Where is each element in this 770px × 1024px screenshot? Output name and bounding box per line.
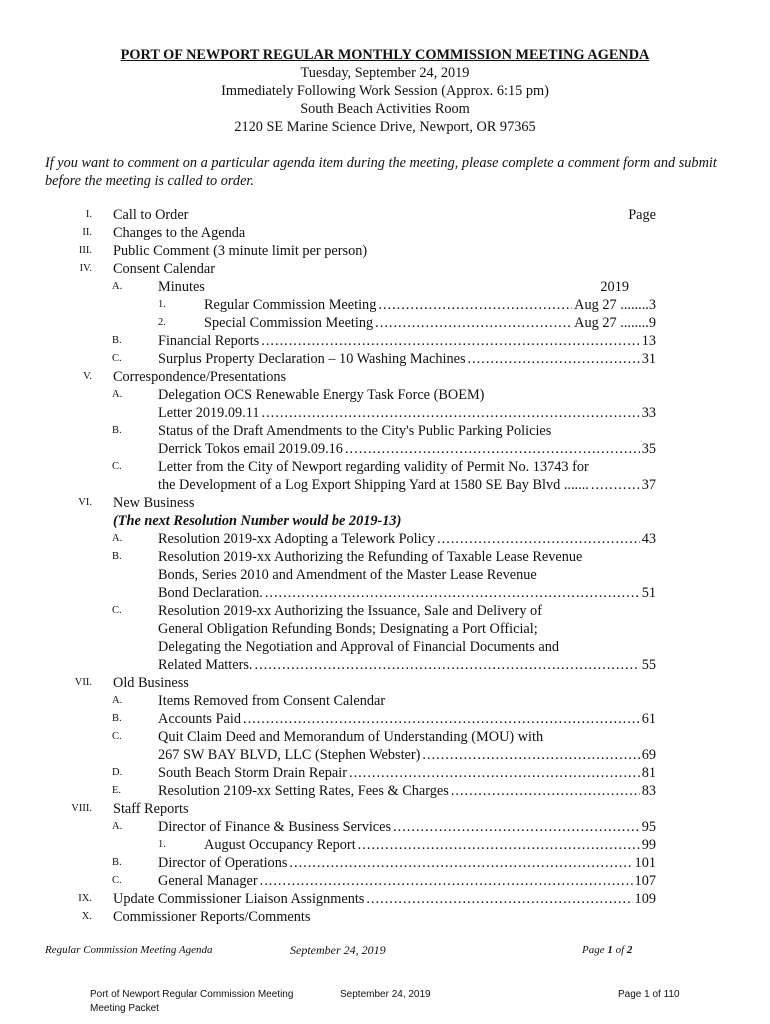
agenda-subitem-rates-fees xyxy=(0,782,770,800)
item-label: Staff Reports xyxy=(113,801,189,817)
leader-dots xyxy=(349,764,640,782)
meeting-address: 2120 SE Marine Science Drive, Newport, OR 97365 xyxy=(234,119,536,135)
agenda-subitem-parking-policies xyxy=(0,422,770,440)
item-label: Correspondence/Presentations xyxy=(113,369,287,385)
leader-dots xyxy=(260,872,633,890)
item-number: III. xyxy=(78,245,92,256)
packet-title-line1: Port of Newport Regular Commission Meeting xyxy=(90,989,294,1000)
packet-footer-date: September 24, 2019 xyxy=(340,989,431,1000)
item-label: Call to Order xyxy=(113,207,189,223)
entry-label: South Beach Storm Drain Repair xyxy=(158,765,348,781)
page-number: 37 xyxy=(641,477,656,493)
agenda-subitem-permit-letter xyxy=(0,458,770,476)
subitem-label: Items Removed from Consent Calendar xyxy=(158,693,386,709)
subitem-letter: E. xyxy=(112,785,122,796)
agenda-subitem-storm-drain xyxy=(0,764,770,782)
leader-dots xyxy=(375,314,572,332)
meeting-date: Tuesday, September 24, 2019 xyxy=(300,65,470,81)
page-number: 109 xyxy=(634,891,656,907)
page-number: 95 xyxy=(641,819,656,835)
toc-entry xyxy=(158,710,656,728)
agenda-subitem-quit-claim-cont xyxy=(0,746,770,764)
page-number: 3 xyxy=(648,297,656,313)
agenda-subitem-telework xyxy=(0,530,770,548)
page-number: 55 xyxy=(641,657,656,673)
entry-label: Accounts Paid xyxy=(158,711,241,727)
toc-entry: Regular Commission Meeting ..... Aug 27 ........3 xyxy=(204,296,656,314)
agenda-subitem-financial-reports xyxy=(0,332,770,350)
entry-label: the Development of a Log Export Shipping Yard at 1580 SE Bay Blvd ....... xyxy=(158,477,589,493)
toc-entry xyxy=(158,350,656,368)
toc-entry xyxy=(158,404,656,422)
entry-label: Director of Operations xyxy=(158,855,288,871)
entry-label: Bond Declaration. xyxy=(158,585,263,601)
subitem-label: General Obligation Refunding Bonds; Designating a Port Official; xyxy=(158,621,538,637)
page-number: 43 xyxy=(641,531,656,547)
agenda-subsubitem-special-meeting xyxy=(0,314,770,332)
entry-label: Derrick Tokos email 2019.09.16 xyxy=(158,441,343,457)
agenda-title: PORT OF NEWPORT REGULAR MONTHLY COMMISSION MEETING AGENDA xyxy=(120,47,650,63)
page-number: 101 xyxy=(634,855,656,871)
subitem-letter: A. xyxy=(112,533,123,544)
page-number: 35 xyxy=(641,441,656,457)
toc-entry xyxy=(158,440,656,458)
agenda-item-commissioner-reports xyxy=(0,908,770,926)
agenda-subitem-refunding-cont2 xyxy=(0,584,770,602)
item-number: IX. xyxy=(78,893,92,904)
packet-title-line2: Meeting Packet xyxy=(90,1003,159,1014)
subitem-label: Resolution 2019-xx Authorizing the Issuance, Sale and Delivery of xyxy=(158,603,542,619)
agenda-subitem-boem-letter-cont xyxy=(0,404,770,422)
subitem-letter: C. xyxy=(112,461,122,472)
item-number: V. xyxy=(83,371,92,382)
toc-entry xyxy=(158,764,656,782)
page-number: 31 xyxy=(641,351,656,367)
toc-entry xyxy=(158,656,656,674)
footer-page-number: Page 1 of 2 xyxy=(582,944,633,956)
leader-dots xyxy=(265,584,640,602)
page-number: 9 xyxy=(648,315,656,331)
page-number: 107 xyxy=(634,873,656,889)
agenda-item-new-business xyxy=(0,494,770,512)
leader-dots xyxy=(366,890,632,908)
entry-label: Special Commission Meeting xyxy=(204,315,374,331)
subsubitem-number: 1. xyxy=(158,839,166,850)
subitem-letter: A. xyxy=(112,821,123,832)
agenda-subitem-removed-items xyxy=(0,692,770,710)
agenda-subitem-bonds xyxy=(0,602,770,620)
leader-dots xyxy=(345,440,640,458)
minutes-date: Aug 27 xyxy=(574,315,617,331)
minutes-year: 2019 xyxy=(600,279,629,295)
agenda-item-liaison-assignments xyxy=(0,890,770,908)
leader-dots xyxy=(261,332,639,350)
leader-dots xyxy=(255,656,640,674)
leader-dots xyxy=(358,836,640,854)
item-number: II. xyxy=(82,227,92,238)
agenda-subitem-bonds-cont2 xyxy=(0,638,770,656)
item-number: I. xyxy=(85,209,92,220)
subitem-letter: C. xyxy=(112,605,122,616)
entry-label: 267 SW BAY BLVD, LLC (Stephen Webster) xyxy=(158,747,421,763)
entry-label: Letter 2019.09.11 xyxy=(158,405,260,421)
subitem-letter: D. xyxy=(112,767,123,778)
toc-entry: Special Commission Meeting ..... Aug 27 ........9 xyxy=(204,314,656,332)
toc-entry xyxy=(158,476,656,494)
resolution-note: (The next Resolution Number would be 2019-13) xyxy=(113,513,402,529)
agenda-subitem-quit-claim xyxy=(0,728,770,746)
footer-date: September 24, 2019 xyxy=(290,943,386,957)
toc-entry xyxy=(158,746,656,764)
item-number: VIII. xyxy=(71,803,92,814)
packet-footer-title xyxy=(90,988,293,1016)
page-column-heading: Page xyxy=(628,207,656,223)
item-number: X. xyxy=(81,911,92,922)
page-number: 69 xyxy=(641,747,656,763)
subitem-label: Letter from the City of Newport regarding validity of Permit No. 13743 for xyxy=(158,459,589,475)
toc-entry xyxy=(204,836,656,854)
page-number: 83 xyxy=(641,783,656,799)
entry-label: Director of Finance & Business Services xyxy=(158,819,392,835)
item-label: Consent Calendar xyxy=(113,261,216,277)
agenda-subsubitem-occupancy-report xyxy=(0,836,770,854)
entry-label: Related Matters. xyxy=(158,657,253,673)
subitem-label: Minutes xyxy=(158,279,205,295)
toc-entry xyxy=(158,782,656,800)
agenda-header xyxy=(0,46,770,136)
page-number: 61 xyxy=(641,711,656,727)
entry-label: Resolution 2109-xx Setting Rates, Fees & Charges xyxy=(158,783,449,799)
agenda-subitem-parking-policies-cont xyxy=(0,440,770,458)
footer-document-name: Regular Commission Meeting Agenda xyxy=(45,944,213,956)
page-number: 13 xyxy=(641,333,656,349)
item-number: VII. xyxy=(74,677,92,688)
subitem-letter: A. xyxy=(112,695,123,706)
agenda-subitem-accounts-paid xyxy=(0,710,770,728)
leader-dots xyxy=(591,476,640,494)
minutes-date: Aug 27 xyxy=(574,297,617,313)
agenda-subitem-surplus-property xyxy=(0,350,770,368)
toc-entry xyxy=(158,584,656,602)
leader-dots xyxy=(378,296,572,314)
agenda-subitem-refunding-cont xyxy=(0,566,770,584)
subitem-label: Resolution 2019-xx Authorizing the Refunding of Taxable Lease Revenue xyxy=(158,549,583,565)
subitem-letter: B. xyxy=(112,425,122,436)
agenda-subitem-general-manager xyxy=(0,872,770,890)
subitem-label: Quit Claim Deed and Memorandum of Understanding (MOU) with xyxy=(158,729,544,745)
leader-dots xyxy=(468,350,640,368)
subitem-letter: B. xyxy=(112,551,122,562)
subitem-letter: C. xyxy=(112,875,122,886)
leader-dots xyxy=(243,710,640,728)
agenda-subitem-finance-director xyxy=(0,818,770,836)
leader-dots xyxy=(262,404,640,422)
leader-dots xyxy=(289,854,632,872)
item-number: VI. xyxy=(78,497,92,508)
agenda-subitem-refunding xyxy=(0,548,770,566)
subitem-letter: C. xyxy=(112,353,122,364)
subitem-letter: B. xyxy=(112,857,122,868)
page-number: 81 xyxy=(641,765,656,781)
entry-label: Update Commissioner Liaison Assignments xyxy=(113,891,365,907)
subitem-label: Delegation OCS Renewable Energy Task Force (BOEM) xyxy=(158,387,485,403)
agenda-item-changes xyxy=(0,224,770,242)
agenda-subitem-bonds-cont3 xyxy=(0,656,770,674)
entry-label: Financial Reports xyxy=(158,333,260,349)
entry-label: August Occupancy Report xyxy=(204,837,356,853)
agenda-subitem-bonds-cont xyxy=(0,620,770,638)
subsubitem-number: 1. xyxy=(158,299,166,310)
packet-footer-page: Page 1 of 110 xyxy=(618,989,680,1000)
agenda-item-staff-reports xyxy=(0,800,770,818)
item-label: New Business xyxy=(113,495,195,511)
entry-label: Regular Commission Meeting xyxy=(204,297,377,313)
subitem-letter: B. xyxy=(112,335,122,346)
agenda-item-public-comment xyxy=(0,242,770,260)
item-label: Old Business xyxy=(113,675,189,691)
agenda-item-consent-calendar xyxy=(0,260,770,278)
agenda-subitem-boem-letter xyxy=(0,386,770,404)
subsubitem-number: 2. xyxy=(158,317,166,328)
agenda-subitem-permit-letter-cont xyxy=(0,476,770,494)
subitem-label: Status of the Draft Amendments to the City's Public Parking Policies xyxy=(158,423,552,439)
agenda-item-old-business xyxy=(0,674,770,692)
entry-label: Resolution 2019-xx Adopting a Telework Policy xyxy=(158,531,436,547)
item-number: IV. xyxy=(79,263,92,274)
comment-instructions: If you want to comment on a particular agenda item during the meeting, please complete a comment form and submit before the meeting is called to order. xyxy=(45,155,717,189)
subitem-letter: C. xyxy=(112,731,122,742)
leader-dots xyxy=(437,530,640,548)
toc-entry xyxy=(158,818,656,836)
subitem-letter: B. xyxy=(112,713,122,724)
entry-label: Surplus Property Declaration – 10 Washing Machines xyxy=(158,351,466,367)
item-label: Changes to the Agenda xyxy=(113,225,246,241)
leader-dots xyxy=(451,782,640,800)
page-number: 99 xyxy=(641,837,656,853)
agenda-subitem-operations-director xyxy=(0,854,770,872)
page-number: 33 xyxy=(641,405,656,421)
page-number: 51 xyxy=(641,585,656,601)
subitem-label: Delegating the Negotiation and Approval of Financial Documents and xyxy=(158,639,560,655)
meeting-location: South Beach Activities Room xyxy=(300,101,470,117)
leader-dots xyxy=(393,818,640,836)
toc-entry xyxy=(158,530,656,548)
toc-entry xyxy=(113,890,656,908)
meeting-time: Immediately Following Work Session (Approx. 6:15 pm) xyxy=(221,83,549,99)
resolution-number-note xyxy=(0,512,770,530)
entry-label: General Manager xyxy=(158,873,258,889)
toc-entry xyxy=(158,854,656,872)
agenda-item-call-to-order xyxy=(0,206,770,224)
subitem-letter: A. xyxy=(112,281,123,292)
item-label: Commissioner Reports/Comments xyxy=(113,909,311,925)
agenda-item-correspondence xyxy=(0,368,770,386)
item-label: Public Comment (3 minute limit per person) xyxy=(113,243,368,259)
leader-dots xyxy=(422,746,639,764)
agenda-list xyxy=(0,206,770,926)
agenda-subitem-minutes xyxy=(0,278,770,296)
agenda-subsubitem-regular-meeting xyxy=(0,296,770,314)
toc-entry xyxy=(158,872,656,890)
subitem-label: Bonds, Series 2010 and Amendment of the Master Lease Revenue xyxy=(158,567,537,583)
subitem-letter: A. xyxy=(112,389,123,400)
toc-entry xyxy=(158,332,656,350)
